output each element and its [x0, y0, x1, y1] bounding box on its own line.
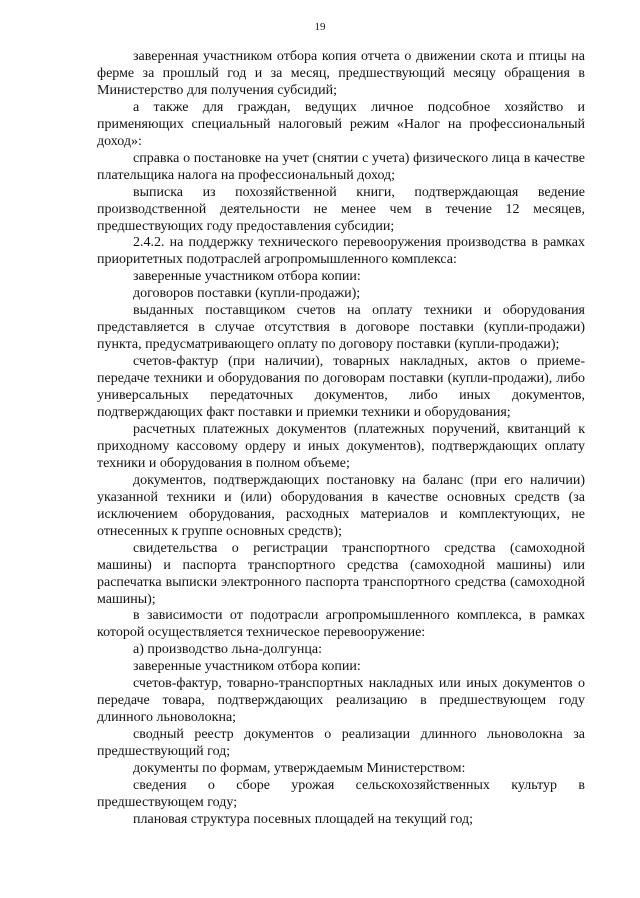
paragraph: сводный реестр документов о реализации длинного льноволокна за предшествующий год;	[97, 727, 585, 760]
paragraph: документы по формам, утверждаемым Министерством:	[133, 761, 466, 777]
page-number: 19	[314, 21, 326, 33]
paragraph: сведения о сборе урожая сельскохозяйственных культур в предшествующем году;	[97, 777, 585, 810]
paragraph: а) производство льна-долгунца:	[133, 642, 322, 658]
paragraph: заверенные участником отбора копии:	[133, 659, 361, 675]
paragraph: а также для граждан, ведущих личное подсобное хозяйство и применяющих специальный налоговый режим «Налог на профессиональный доход»:	[97, 99, 585, 149]
paragraph: плановая структура посевных площадей на текущий год;	[133, 811, 474, 827]
paragraph: 2.4.2. на поддержку технического перевооружения производства в рамках приоритетных подотраслей агропромышленного комплекса:	[97, 235, 585, 268]
paragraph: в зависимости от подотрасли агропромышленного комплекса, в рамках которой осуществляется техническое перевооружение:	[97, 608, 585, 641]
paragraph: выданных поставщиком счетов на оплату техники и оборудования представляется в случае отсутствия в договоре поставки (купли-продажи) пункта, предусматривающего оплату по договору поставки (купли-продажи);	[97, 303, 585, 353]
paragraph: документов, подтверждающих постановку на баланс (при его наличии) указанной техники и (или) оборудования в качестве основных средств (за исключением оборудования, расходных материалов и комплектующих, не отнесенных к группе основных средств);	[97, 472, 585, 539]
paragraph: заверенная участником отбора копия отчета о движении скота и птицы на ферме за прошлый год и за месяц, предшествующий месяцу обращения в Министерство для получения субсидий;	[97, 49, 585, 98]
paragraph: заверенные участником отбора копии:	[133, 269, 361, 285]
paragraph: счетов-фактур (при наличии), товарных накладных, актов о приеме-передаче техники и оборудования по договорам поставки (купли-продажи), либо универсальных передаточных документов, либо иных документов, подтверждающих факт поставки и приемки техники и оборудования;	[97, 354, 585, 421]
paragraph: договоров поставки (купли-продажи);	[133, 286, 361, 302]
paragraph: свидетельства о регистрации транспортного средства (самоходной машины) и паспорта транспортного средства (самоходной машины) или распечатка выписки электронного паспорта транспортного средства (самоходной машины);	[97, 540, 585, 607]
paragraph: выписка из похозяйственной книги, подтверждающая ведение производственной деятельности не менее чем в течение 12 месяцев, предшествующих году предоставления субсидии;	[97, 184, 585, 234]
document-body	[97, 49, 585, 829]
paragraph: расчетных платежных документов (платежных поручений, квитанций к приходному кассовому ордеру и иных документов), подтверждающих оплату техники и оборудования в полном объеме;	[97, 421, 585, 471]
paragraph: справка о постановке на учет (снятии с учета) физического лица в качестве плательщика налога на профессиональный доход;	[97, 150, 585, 183]
paragraph: счетов-фактур, товарно-транспортных накладных или иных документов о передаче товара, подтверждающих реализацию в предшествующем году длинного льноволокна;	[97, 676, 585, 726]
